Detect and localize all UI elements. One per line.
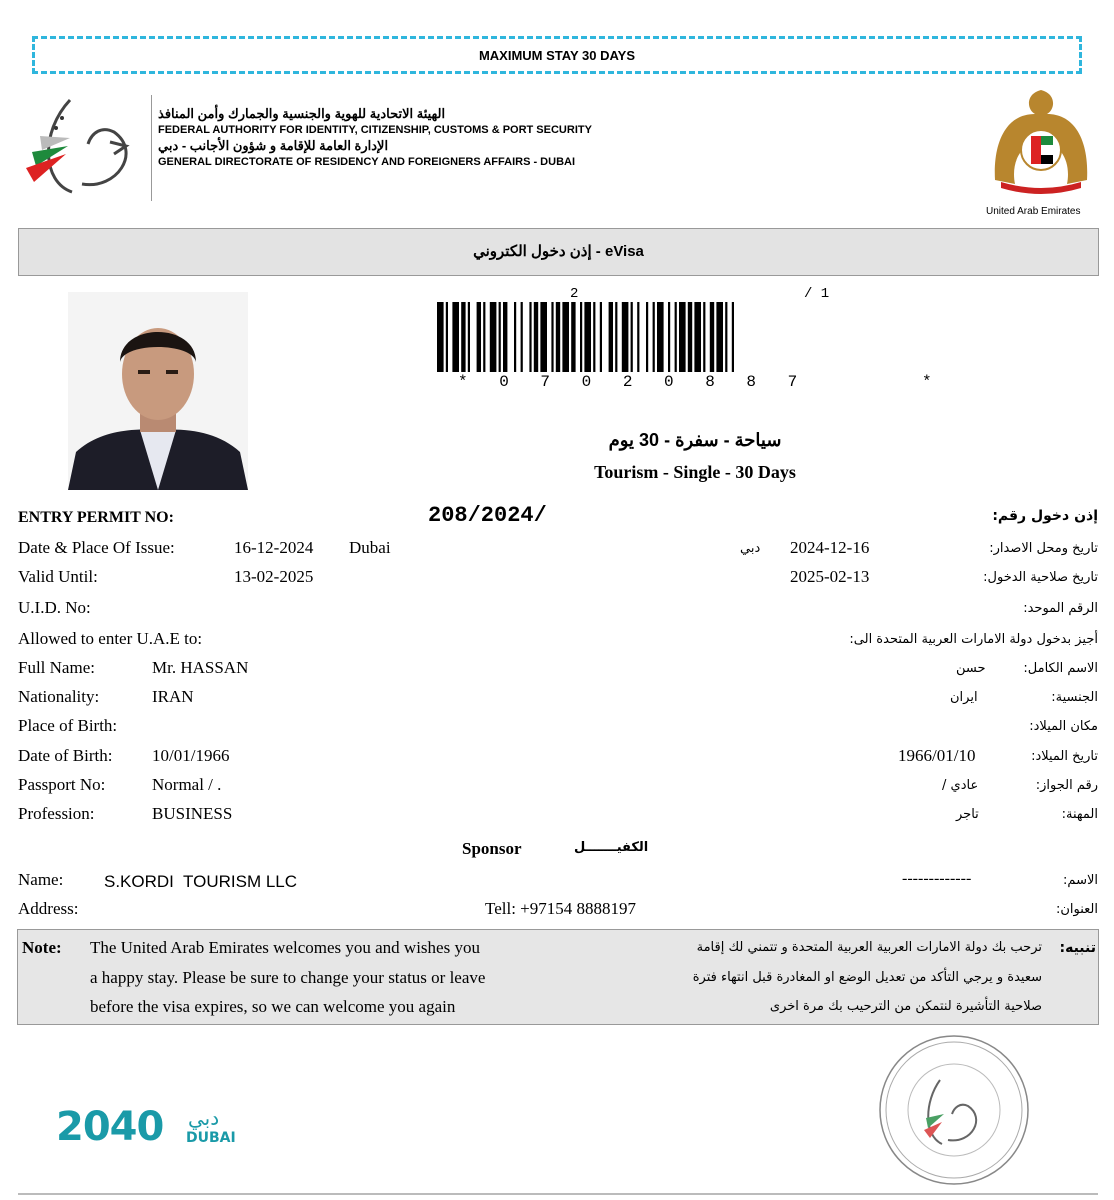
sponsor-address-label: Address: [18,899,79,918]
uae-emblem [985,84,1097,206]
barcode-bar [452,302,459,372]
barcode-bar [468,302,470,372]
barcode-bar [668,302,670,372]
issue-label-ar: تاريخ ومحل الاصدار: [989,541,1098,556]
uid-label-ar: الرقم الموحد: [1023,601,1098,616]
barcode-bar [609,302,613,372]
sponsor-title-ar: الكفيـــــــل [574,840,649,855]
note-line-2: a happy stay. Please be sure to change your status or leave [90,968,486,987]
barcode-bar [499,302,501,372]
barcode-bar [615,302,617,372]
barcode-bar [646,302,648,372]
full-name: Mr. HASSAN [152,658,249,677]
barcode-bar [694,302,701,372]
authority-en-1: FEDERAL AUTHORITY FOR IDENTITY, CITIZENSHIP, CUSTOMS & PORT SECURITY [158,124,592,136]
dob-label: Date of Birth: [18,746,113,765]
barcode-top-right: / 1 [804,286,830,302]
sponsor-name: S.KORDI TOURISM LLC [104,872,298,891]
issue-place: Dubai [349,538,391,557]
passport: Normal / . [152,775,222,794]
sponsor-address-label-ar: العنوان: [1055,902,1098,917]
passport-label: Passport No: [18,775,106,794]
sponsor-title-en: Sponsor [462,839,522,858]
valid-label: Valid Until: [18,567,98,586]
header-divider [151,95,152,201]
barcode-bar [540,302,547,372]
barcode-end-star: * [922,373,932,391]
note-line-3: before the visa expires, so we can welcome you again [90,997,456,1016]
barcode-top-left: 2 [570,286,579,302]
dubai-2040-logo: 2040 [56,1104,164,1150]
barcode-bar [461,302,465,372]
allowed-label: Allowed to enter U.A.E to: [18,629,203,648]
issue-label: Date & Place Of Issue: [18,538,175,557]
barcode-bar [503,302,507,372]
barcode-bar [657,302,664,372]
applicant-photo [68,292,248,490]
barcode-bar [477,302,481,372]
barcode-bar [529,302,531,372]
allowed-label-ar: أجيز بدخول دولة الامارات العربية المتحدة الى: [849,632,1098,647]
profession: BUSINESS [152,804,233,823]
barcode-bar [732,302,734,372]
authority-en-2: GENERAL DIRECTORATE OF RESIDENCY AND FOREIGNERS AFFAIRS - DUBAI [158,156,576,168]
footer-divider [18,1193,1098,1195]
barcode-bar [637,302,639,372]
barcode-bar [631,302,633,372]
barcode-bar [514,302,516,372]
barcode-digits: * 0 7 0 2 0 8 8 7 [458,373,809,391]
barcode-bar [653,302,655,372]
barcode [437,302,955,372]
dob: 10/01/1966 [152,746,230,765]
barcode-bar [490,302,497,372]
passport-ar: عادي / [942,778,979,793]
sponsor-name-ar: ------------- [902,870,972,887]
barcode-bar [446,302,448,372]
barcode-bar [551,302,553,372]
permit-number: 208/2024/ [428,503,547,528]
issue-place-ar: دبي [740,541,761,556]
official-stamp-seal [876,1032,1032,1188]
name-label: Full Name: [18,658,95,677]
barcode-bar [725,302,727,372]
barcode-bar [580,302,582,372]
dob-ar: 1966/01/10 [898,746,976,765]
barcode-bar [483,302,485,372]
valid-date-ar: 2025-02-13 [790,567,870,586]
authority-falcon-logo [22,92,144,196]
sponsor-name-label: Name: [18,870,64,889]
pob-label-ar: مكان الميلاد: [1029,719,1098,734]
authority-text [158,106,592,170]
nationality-label-ar: الجنسية: [1051,690,1098,705]
barcode-bar [584,302,591,372]
evisa-title-bar: إذن دخول الكتروني - eVisa [18,228,1099,276]
uid-label: U.I.D. No: [18,598,91,617]
barcode-bar [593,302,595,372]
full-name-ar: حسن [956,661,986,676]
barcode-bar [437,302,444,372]
pob-label: Place of Birth: [18,716,118,735]
authority-ar-1: الهيئة الاتحادية للهوية والجنسية والجمارك وأمن المنافذ [158,106,446,121]
permit-label-ar: إذن دخول رقم: [992,508,1098,524]
dubai-logo-ar: دبي [188,1106,220,1130]
dob-label-ar: تاريخ الميلاد: [1031,749,1098,764]
uae-label: United Arab Emirates [986,206,1081,217]
barcode-bar [703,302,705,372]
permit-label-en: ENTRY PERMIT NO: [18,509,174,526]
barcode-bar [600,302,602,372]
valid-label-ar: تاريخ صلاحية الدخول: [983,570,1098,585]
barcode-bar [622,302,629,372]
nationality-label: Nationality: [18,687,100,706]
issue-date-ar: 2024-12-16 [790,538,870,557]
barcode-bar [679,302,686,372]
barcode-bar [562,302,569,372]
profession-ar: تاجر [956,807,979,822]
nationality: IRAN [152,687,194,706]
name-label-ar: الاسم الكامل: [1023,661,1098,676]
issue-date: 16-12-2024 [234,538,314,557]
barcode-bar [556,302,560,372]
barcode-bar [710,302,714,372]
note-ar-3: صلاحية التأشيرة لنتمكن من الترحيب بك مرة اخرى [769,999,1042,1014]
authority-ar-2: الإدارة العامة للإقامة و شؤون الأجانب - دبي [158,138,389,153]
nationality-ar: ايران [950,690,978,705]
barcode-bar [534,302,538,372]
note-ar-1: ترحب بك دولة الامارات العربية العربية المتحدة و تتمني لك إقامة [696,940,1042,955]
valid-date: 13-02-2025 [234,567,314,586]
dubai-logo-en: DUBAI [186,1130,236,1146]
barcode-bar [675,302,677,372]
passport-label-ar: رقم الجواز: [1035,778,1098,793]
profession-label-ar: المهنة: [1061,807,1098,822]
profession-label: Profession: [18,804,95,823]
note-ar-2: سعيدة و يرجي التأكد من تعديل الوضع او المغادرة قبل انتهاء فترة [692,970,1042,985]
barcode-bar [688,302,692,372]
visa-type-en: Tourism - Single - 30 Days [594,462,796,482]
barcode-bar [716,302,723,372]
max-stay-banner: MAXIMUM STAY 30 DAYS [32,36,1082,74]
note-label-en: Note: [22,938,62,957]
sponsor-name-label-ar: الاسم: [1063,873,1098,888]
barcode-bar [571,302,575,372]
sponsor-tel: Tell: +97154 8888197 [485,899,636,918]
barcode-bar [521,302,523,372]
note-line-1: The United Arab Emirates welcomes you and wishes you [90,938,480,957]
visa-type-ar: سياحة - سفرة - 30 يوم [608,430,782,450]
note-label-ar: تنبيه: [1059,940,1096,956]
